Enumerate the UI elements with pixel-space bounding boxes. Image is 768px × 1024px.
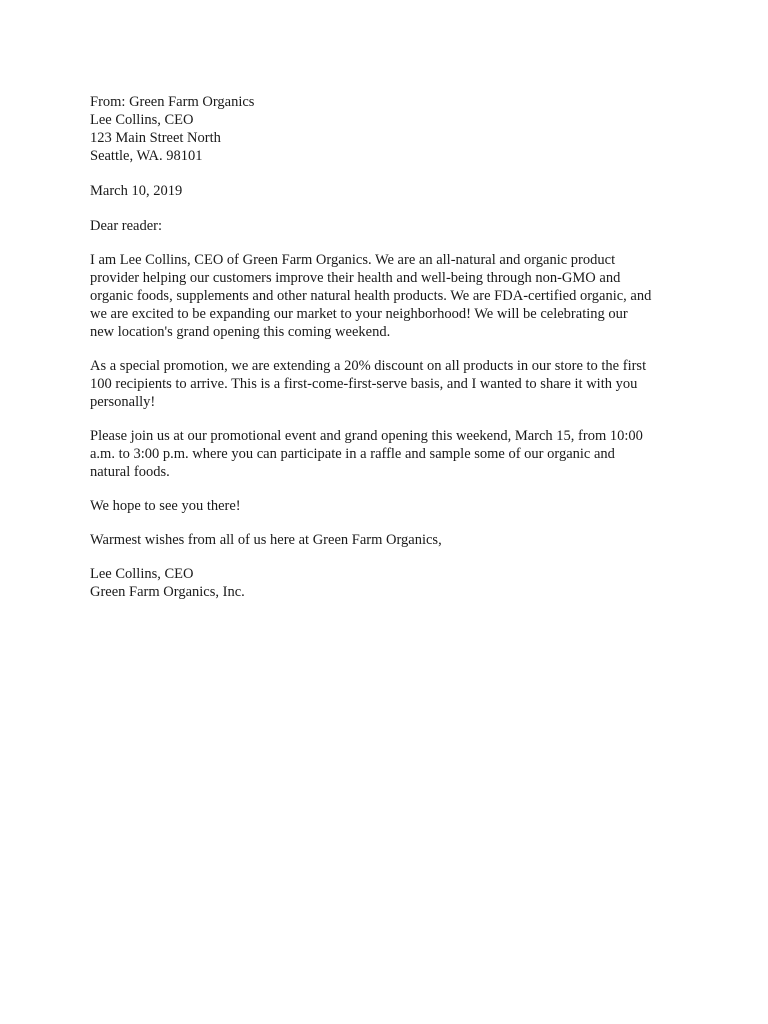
paragraph-line: new location's grand opening this coming weekend. bbox=[90, 324, 391, 340]
sender-from-line: From: Green Farm Organics bbox=[90, 94, 255, 110]
signature-company: Green Farm Organics, Inc. bbox=[90, 584, 245, 600]
salutation bbox=[90, 217, 690, 235]
paragraph-line: provider helping our customers improve their health and well-being through non-GMO and bbox=[90, 270, 621, 286]
body-paragraph-hope bbox=[90, 497, 690, 515]
signature-block bbox=[90, 565, 690, 601]
date-text: March 10, 2019 bbox=[90, 183, 183, 199]
body-paragraph-intro bbox=[90, 251, 690, 341]
paragraph-line: Please join us at our promotional event and grand opening this weekend, March 15, from 10:00 bbox=[90, 428, 643, 444]
closing-text: Warmest wishes from all of us here at Green Farm Organics, bbox=[90, 532, 442, 548]
paragraph-line: personally! bbox=[90, 394, 156, 410]
paragraph-line: natural foods. bbox=[90, 464, 170, 480]
paragraph-line: a.m. to 3:00 p.m. where you can participate in a raffle and sample some of our organic and bbox=[90, 446, 615, 462]
paragraph-line: We hope to see you there! bbox=[90, 498, 241, 514]
body-paragraph-promotion bbox=[90, 357, 690, 411]
closing bbox=[90, 531, 690, 549]
signature-name-title: Lee Collins, CEO bbox=[90, 566, 194, 582]
body-paragraph-event bbox=[90, 427, 690, 481]
sender-name-title: Lee Collins, CEO bbox=[90, 112, 194, 128]
paragraph-line: we are excited to be expanding our market to your neighborhood! We will be celebrating our bbox=[90, 306, 628, 322]
paragraph-line: 100 recipients to arrive. This is a first-come-first-serve basis, and I wanted to share it with you bbox=[90, 376, 638, 392]
salutation-text: Dear reader: bbox=[90, 218, 163, 234]
paragraph-line: organic foods, supplements and other natural health products. We are FDA-certified organic, and bbox=[90, 288, 652, 304]
sender-city: Seattle, WA. 98101 bbox=[90, 148, 203, 164]
paragraph-line: I am Lee Collins, CEO of Green Farm Organics. We are an all-natural and organic product bbox=[90, 252, 616, 268]
sender-street: 123 Main Street North bbox=[90, 130, 221, 146]
letter-page bbox=[90, 93, 690, 601]
letter-date bbox=[90, 182, 690, 200]
sender-address-block bbox=[90, 93, 690, 165]
paragraph-line: As a special promotion, we are extending a 20% discount on all products in our store to the first bbox=[90, 358, 647, 374]
